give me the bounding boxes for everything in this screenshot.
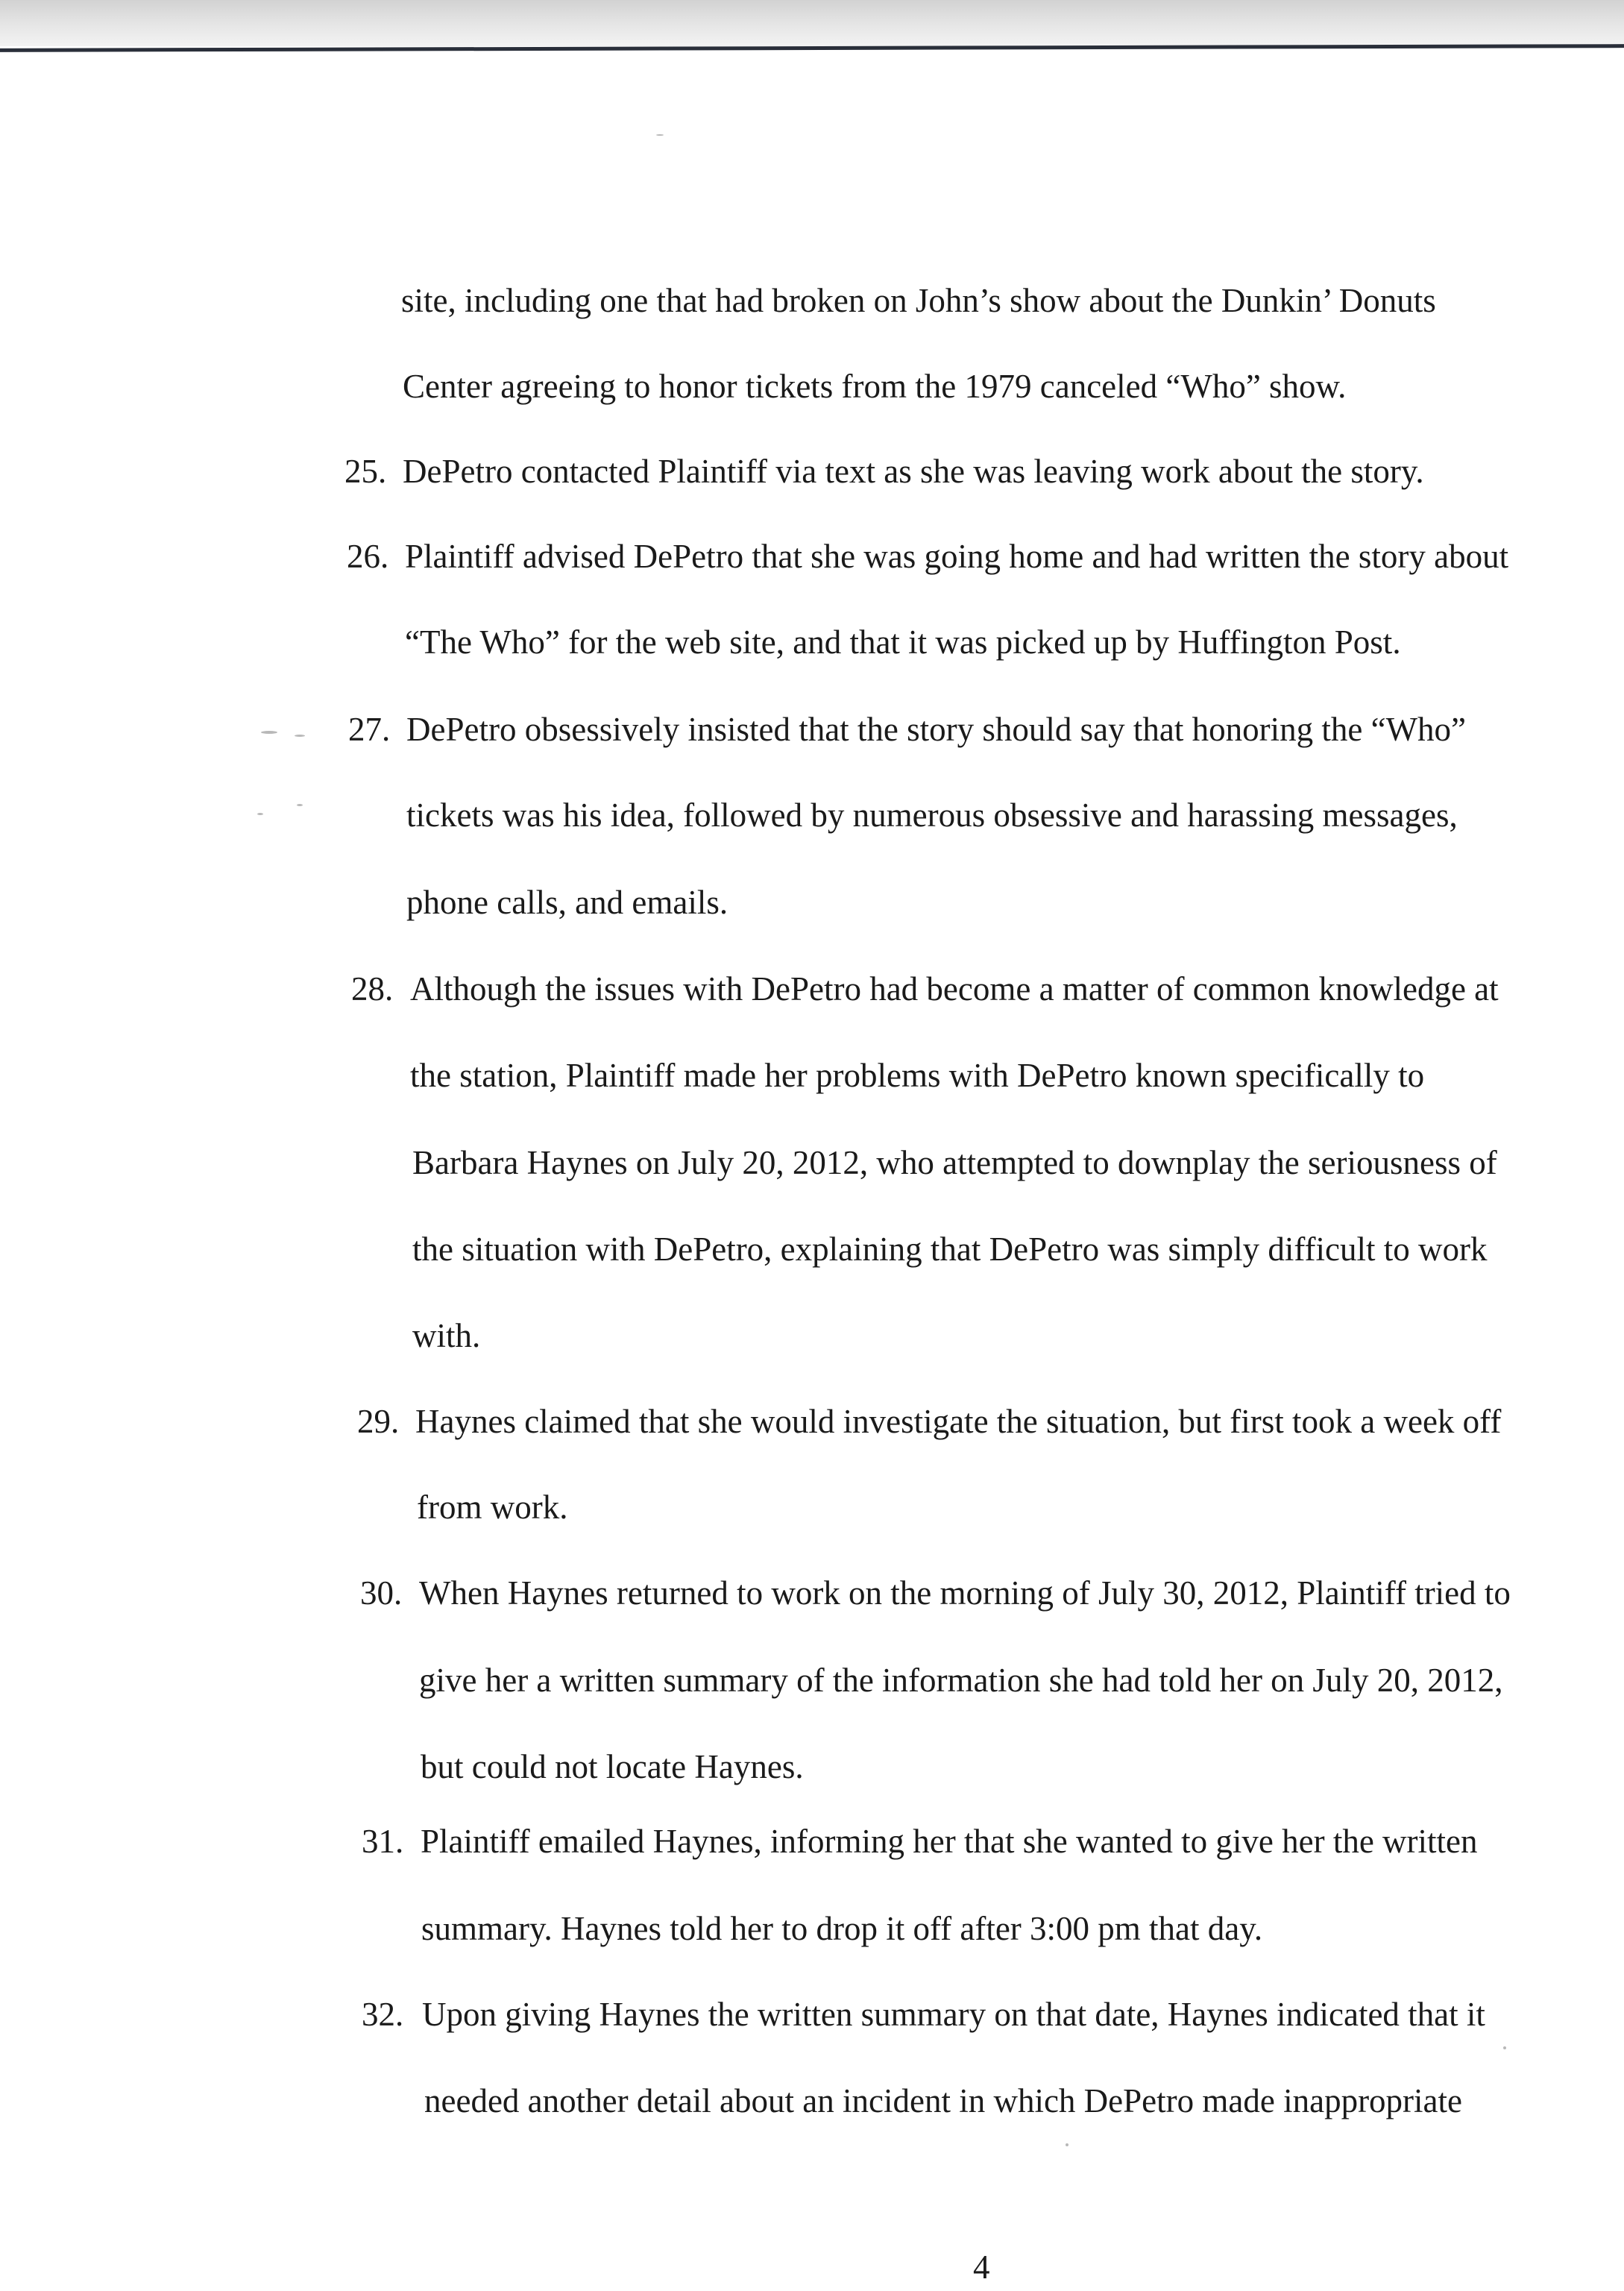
scan-speck xyxy=(1503,2046,1506,2049)
scan-speck xyxy=(656,134,664,136)
paragraph-line: Haynes claimed that she would investigate the situation, but first took a week off xyxy=(415,1403,1502,1440)
paragraph-line: the situation with DePetro, explaining that DePetro was simply difficult to work xyxy=(412,1231,1488,1268)
scan-speck xyxy=(261,731,277,734)
scan-speck xyxy=(257,813,263,815)
paragraph-line: Upon giving Haynes the written summary on that date, Haynes indicated that it xyxy=(422,1996,1485,2033)
scan-speck xyxy=(295,735,305,737)
paragraph-line: needed another detail about an incident in which DePetro made inappropriate xyxy=(424,2082,1462,2119)
paragraph-line: Plaintiff emailed Haynes, informing her that she wanted to give her the written xyxy=(421,1823,1478,1860)
paragraph-number: 32. xyxy=(362,1996,404,2033)
paragraph-number: 29. xyxy=(357,1403,400,1440)
paragraph-number: 25. xyxy=(344,453,387,490)
paragraph-number: 27. xyxy=(348,711,391,748)
paragraph-line: from work. xyxy=(417,1489,568,1526)
paragraph-line: Barbara Haynes on July 20, 2012, who attempted to downplay the seriousness of xyxy=(412,1144,1497,1181)
scan-speck xyxy=(297,804,303,806)
paragraph-line: but could not locate Haynes. xyxy=(421,1748,804,1785)
paragraph-number: 28. xyxy=(351,970,394,1008)
paragraph-number: 26. xyxy=(347,538,389,575)
paragraph-line: When Haynes returned to work on the morning of July 30, 2012, Plaintiff tried to xyxy=(419,1574,1511,1612)
paragraph-line: “The Who” for the web site, and that it was picked up by Huffington Post. xyxy=(405,623,1401,661)
paragraph-line: Although the issues with DePetro had become a matter of common knowledge at xyxy=(410,970,1499,1008)
page-number: 4 xyxy=(973,2248,990,2286)
paragraph-line: give her a written summary of the information she had told her on July 20, 2012, xyxy=(419,1662,1503,1699)
paragraph-line: DePetro contacted Plaintiff via text as she was leaving work about the story. xyxy=(403,453,1424,490)
continuation-line-2: Center agreeing to honor tickets from the 1979 canceled “Who” show. xyxy=(403,368,1347,405)
paragraph-line: tickets was his idea, followed by numerous obsessive and harassing messages, xyxy=(406,796,1458,834)
paragraph-line: Plaintiff advised DePetro that she was going home and had written the story about xyxy=(405,538,1509,575)
paragraph-line: with. xyxy=(412,1317,481,1354)
paragraph-line: DePetro obsessively insisted that the story should say that honoring the “Who” xyxy=(406,711,1467,748)
paragraph-line: the station, Plaintiff made her problems with DePetro known specifically to xyxy=(410,1057,1425,1094)
paragraph-number: 30. xyxy=(360,1574,403,1612)
paragraph-line: summary. Haynes told her to drop it off after 3:00 pm that day. xyxy=(421,1910,1263,1947)
continuation-line-1: site, including one that had broken on John’s show about the Dunkin’ Donuts xyxy=(401,282,1436,319)
scan-speck xyxy=(1066,2143,1068,2146)
paragraph-number: 31. xyxy=(362,1823,404,1860)
paragraph-line: phone calls, and emails. xyxy=(406,884,728,921)
